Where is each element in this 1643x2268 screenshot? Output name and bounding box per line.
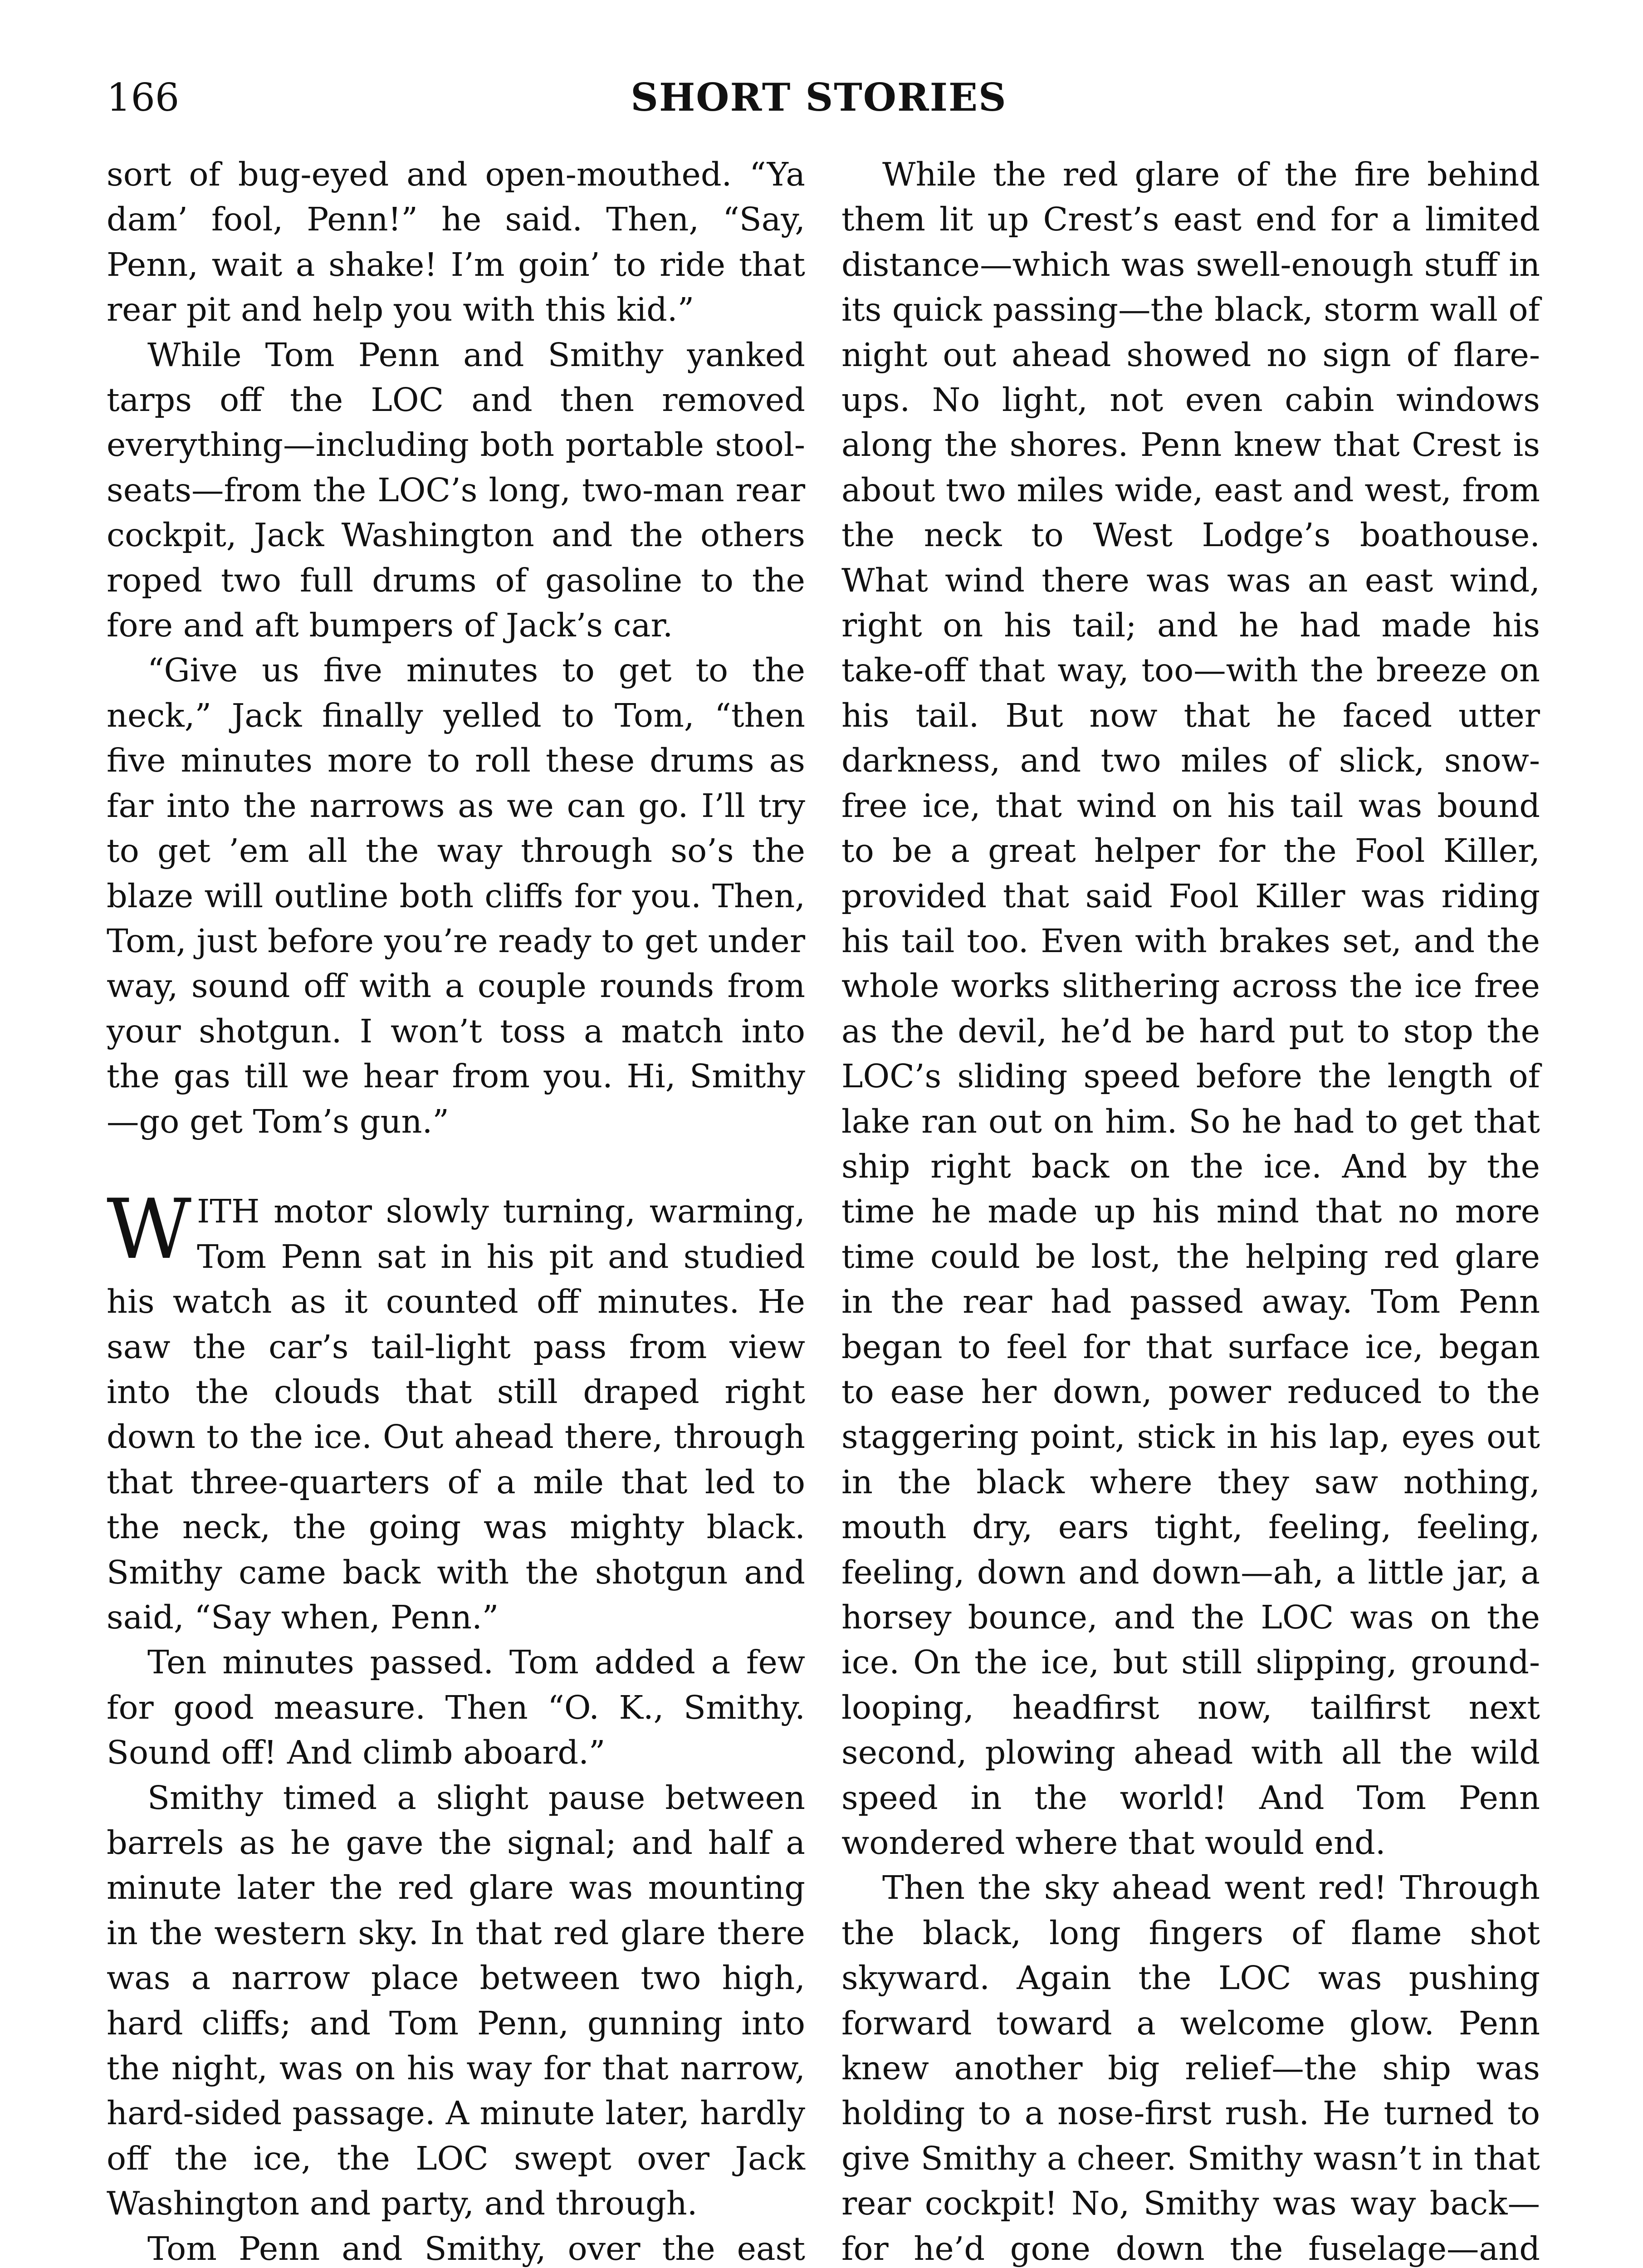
paragraph: Ten minutes passed. Tom added a few for good measure. Then “O. K., Smithy. Sound off! And climb aboard.” — [107, 1643, 805, 1772]
section-opening-paragraph — [107, 1181, 805, 1640]
paragraph: Then the sky ahead went red! Through the black, long fingers of flame shot skyward. Again the LOC was pushing forward toward a welcome glow. Penn knew another big relief—the ship was holding to a nose-first rush. He turned to give Smithy a cheer. Smithy wasn’t in that rear cockpit! No, Smithy was way back—for he’d gone down the fuselage—and — [841, 1869, 1540, 2268]
paragraph: Tom Penn and Smithy, over the east — [147, 2229, 805, 2268]
right-column — [841, 152, 1540, 2268]
paragraph-text: ITH motor slowly turning, warming, Tom Penn sat in his pit and studied his watch as it counted off minutes. He saw the car’s tail-light pass from view into the clouds that still draped right down to the ice. Out ahead there, through that three-quarters of a mile that led to the neck, the going was mighty black. Smithy came back with the shotgun and said, “Say when, Penn.” — [107, 1193, 805, 1636]
drop-cap: W — [107, 1181, 192, 1278]
paragraph: sort of bug-eyed and open-mouthed. “Ya dam’ fool, Penn!” he said. Then, “Say, Penn, wait a shake! I’m goin’ to ride that rear pit and help you with this kid.” — [107, 156, 805, 329]
paragraph: While Tom Penn and Smithy yanked tarps off the LOC and then removed everything—including both portable stool-seats—from the LOC’s long, two-man rear cockpit, Jack Washington and the others roped two full drums of gasoline to the fore and aft bumpers of Jack’s car. — [107, 336, 805, 645]
page-header — [107, 68, 1531, 127]
left-column — [107, 152, 805, 2268]
paragraph: While the red glare of the fire behind them lit up Crest’s east end for a limited distance—which was swell-enough stuff in its quick passing—the black, storm wall of night out ahead showed no sign of flare-ups. No light, not even cabin windows along the shores. Penn knew that Crest is about two miles wide, east and west, from the neck to West Lodge’s boathouse. What wind there was was an east wind, right on his tail; and he had made his take-off that way, too—with the breeze on his tail. But now that he faced utter darkness, and two miles of slick, snow-free ice, that wind on his tail was bound to be a great helper for the Fool Killer, provided that said Fool Killer was riding his tail too. Even with brakes set, and the whole works slithering across the ice free as the devil, he’d be hard put to stop the LOC’s sliding speed before the length of lake ran out on him. So he had to get that ship right back on the ice. And by the time he made up his mind that no more time could be lost, the helping red glare in the rear had passed away. Tom Penn began to feel for that surface ice, began to ease her down, power reduced to the staggering point, stick in his lap, eyes out in the black where they saw nothing, mouth dry, ears tight, feeling, feeling, feeling, down and down—ah, a little jar, a horsey bounce, and the LOC was on the ice. On the ice, but still slipping, ground-looping, headfirst now, tailfirst next second, plowing ahead with all the wild speed in the world! And Tom Penn wondered where that would end. — [841, 156, 1540, 1862]
page-number: 166 — [107, 75, 180, 120]
paragraph: “Give us five minutes to get to the neck,” Jack finally yelled to Tom, “then five minutes more to roll these drums as far into the narrows as we can go. I’ll try to get ’em all the way through so’s the blaze will outline both cliffs for you. Then, Tom, just before you’re ready to get under way, sound off with a couple rounds from your shotgun. I won’t toss a match into the gas till we hear from you. Hi, Smithy—go get Tom’s gun.” — [107, 651, 805, 1140]
running-title: SHORT STORIES — [631, 75, 1007, 120]
paragraph: Smithy timed a slight pause between barrels as he gave the signal; and half a minute later the red glare was mounting in the western sky. In that red glare there was a narrow place between two high, hard cliffs; and Tom Penn, gunning into the night, was on his way for that narrow, hard-sided passage. A minute later, hardly off the ice, the LOC swept over Jack Washington and party, and through. — [107, 1779, 805, 2223]
